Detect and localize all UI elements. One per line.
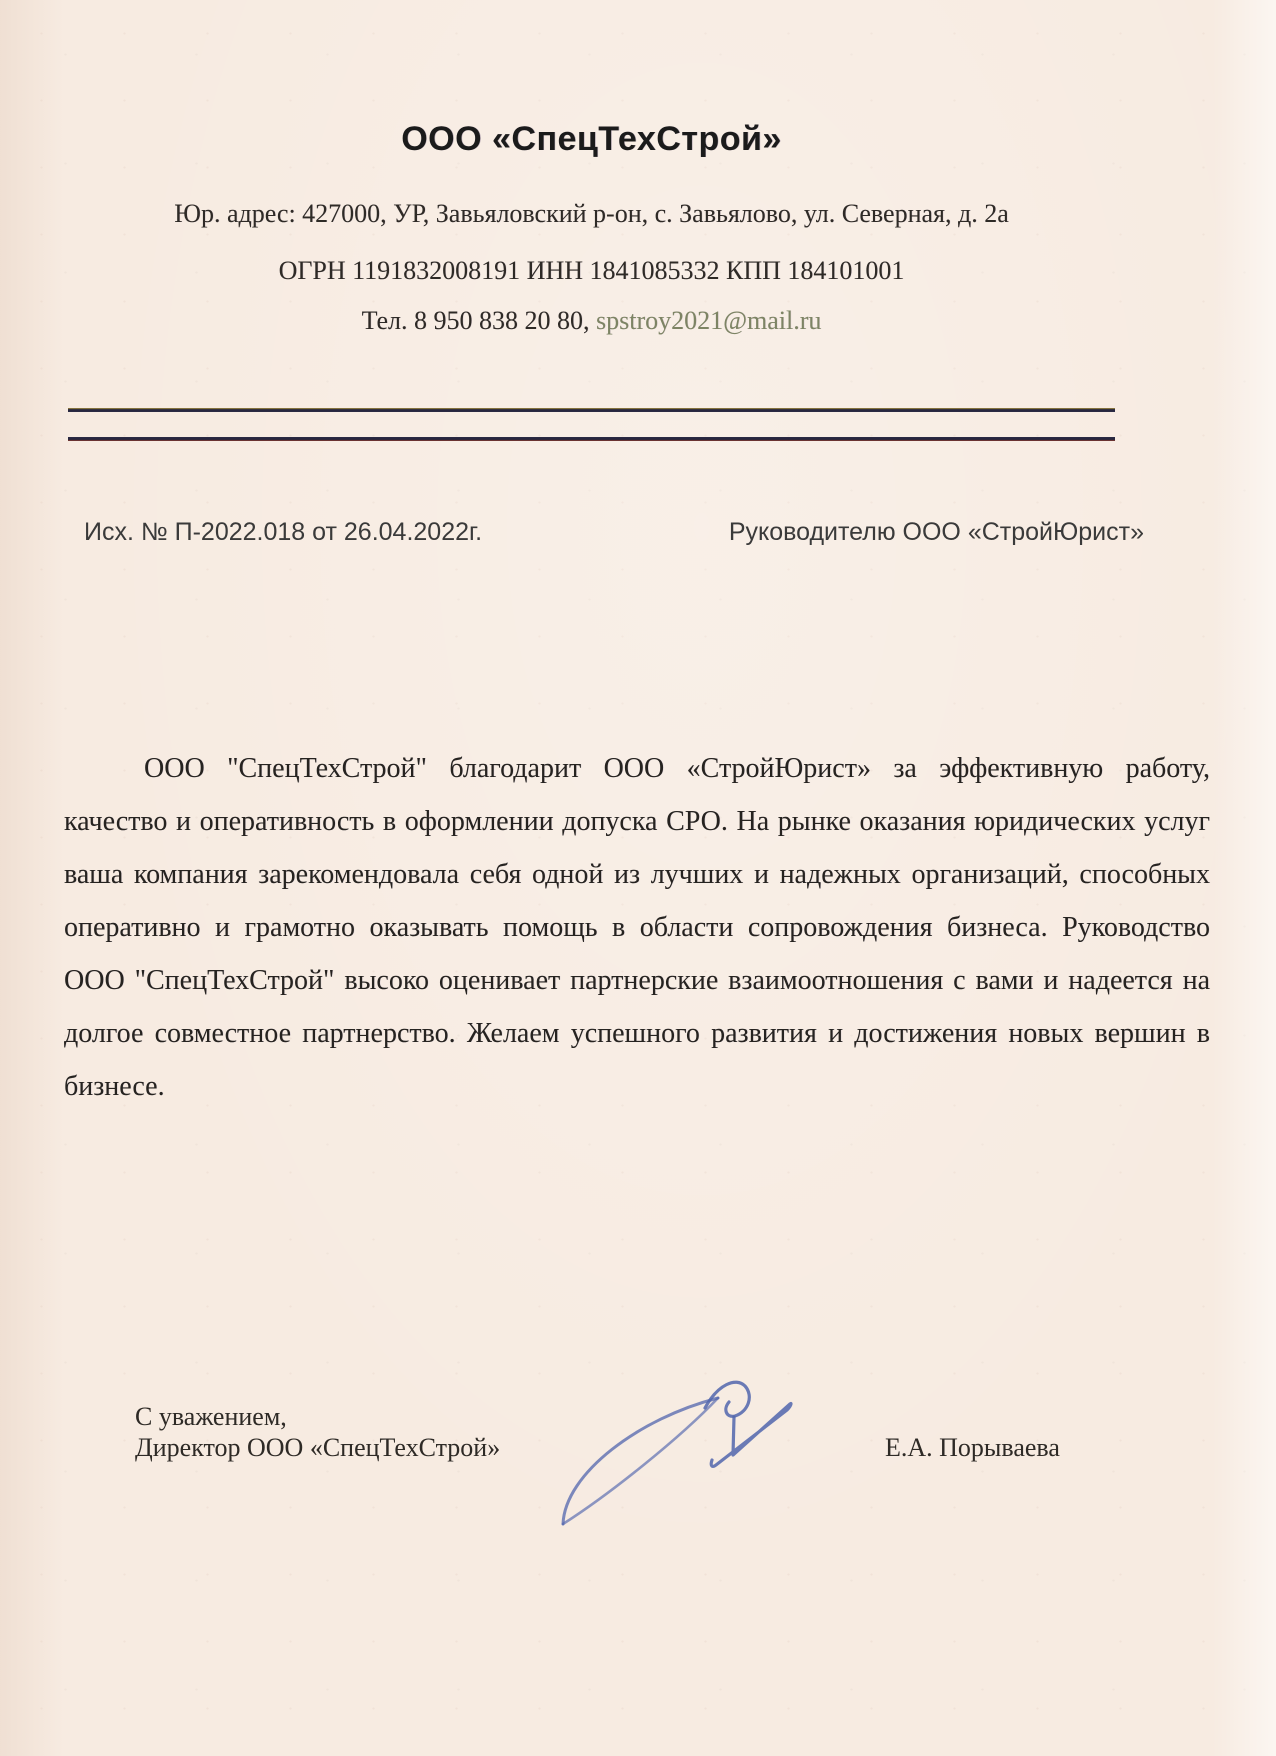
letterhead-divider-bottom [68,437,1115,441]
addressee: Руководителю ООО «СтройЮрист» [728,518,1144,546]
company-phone: Тел. 8 950 838 20 80, [361,306,590,335]
handwritten-signature-ink [520,1370,820,1550]
company-contacts-line [68,306,1115,336]
signature-closing-block [135,1401,500,1463]
outgoing-number: Исх. № П-2022.018 от 26.04.2022г. [84,518,483,546]
company-registration-numbers: ОГРН 1191832008191 ИНН 1841085332 КПП 184101001 [278,256,905,285]
closing-phrase: С уважением, [135,1402,287,1431]
letter-body-paragraph: ООО "СпецТехСтрой" благодарит ООО «СтройЮрист» за эффективную работу, качество и оперативность в оформлении допуска СРО. На рынке оказания юридических услуг ваша компания зарекомендовала себя одной из лучших и надежных организаций, способных оперативно и грамотно оказывать помощь в области сопровождения бизнеса. Руководство ООО "СпецТехСтрой" высоко оценивает партнерские взаимоотношения с вами и надеется на долгое совместное партнерство. Желаем успешного развития и достижения новых вершин в бизнесе. [64,753,1210,1102]
signatory-title: Директор ООО «СпецТехСтрой» [135,1433,501,1462]
letterhead-divider-top [68,408,1115,412]
company-email: spstroy2021@mail.ru [595,306,822,335]
reference-row [84,518,1144,547]
company-name-title: ООО «СпецТехСтрой» [401,120,782,158]
signatory-name: Е.А. Порываева [885,1433,1060,1462]
company-legal-address: Юр. адрес: 427000, УР, Завьяловский р-он, с. Завьялово, ул. Северная, д. 2а [174,199,1009,228]
